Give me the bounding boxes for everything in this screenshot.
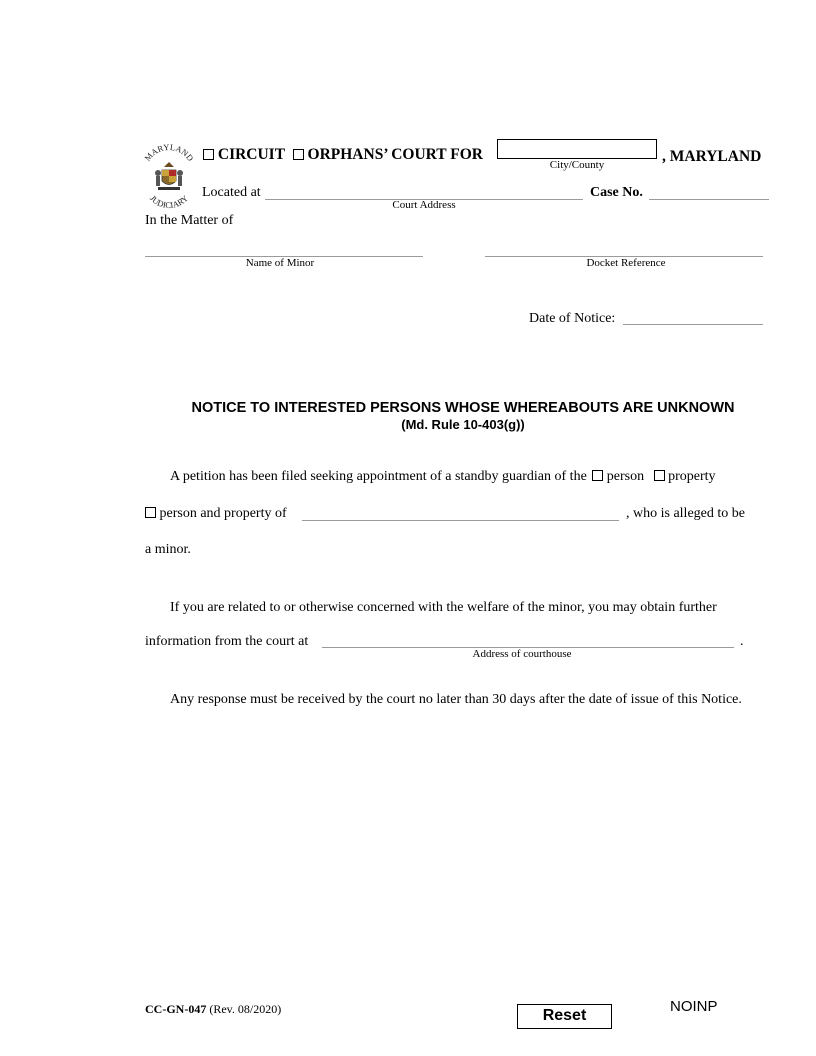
orphans-court-checkbox[interactable] [293,149,304,160]
paragraph-1-line-1 [170,469,716,485]
minor-name-body-input[interactable] [302,520,619,521]
p2-line-2-lead: information from the court at [145,634,309,649]
person-checkbox[interactable] [592,470,603,481]
circuit-checkbox[interactable] [203,149,214,160]
maryland-judiciary-seal [140,143,198,209]
form-code: CC-GN-047 [145,1002,207,1016]
footer-form-id [145,1002,281,1017]
paragraph-3: Any response must be received by the court no later than 30 days after the date of issue of this Notice. [170,692,742,707]
date-of-notice-label: Date of Notice: [529,311,616,326]
case-no-label: Case No. [590,185,643,200]
notice-title: NOTICE TO INTERESTED PERSONS WHOSE WHEREABOUTS ARE UNKNOWN [191,400,735,416]
orphans-court-label: ORPHANS’ COURT FOR [307,146,483,163]
county-caption: City/County [549,159,605,171]
p2-period: . [740,634,744,649]
p1-tail-text: , who is alleged to be [626,506,745,521]
p1-lead-text: A petition has been filed seeking appointment of a standby guardian of the [170,469,587,484]
in-matter-label: In the Matter of [145,213,234,228]
person-option-label: person [606,469,645,484]
address-of-courthouse-caption: Address of courthouse [472,648,572,660]
state-label: , MARYLAND [662,148,762,165]
form-revision: (Rev. 08/2020) [209,1002,282,1016]
svg-text:JUDICIARY: JUDICIARY [147,193,191,209]
person-and-property-checkbox[interactable] [145,507,156,518]
date-of-notice-input[interactable] [623,324,763,325]
person-and-property-label: person and property of [159,506,287,521]
county-input[interactable] [497,139,657,159]
rule-reference: (Md. Rule 10-403(g)) [401,417,525,432]
seal-icon [140,143,198,209]
docket-reference-caption: Docket Reference [586,257,666,269]
case-no-input[interactable] [649,199,769,200]
name-of-minor-caption: Name of Minor [245,257,315,269]
court-address-caption: Court Address [392,199,456,211]
property-checkbox[interactable] [654,470,665,481]
form-abbreviation: NOINP [670,998,718,1015]
p1-end-text: a minor. [145,542,191,557]
paragraph-2-line-1: If you are related to or otherwise concerned with the welfare of the minor, you may obtain further [170,600,717,615]
paragraph-1-line-2 [145,506,287,522]
circuit-label: CIRCUIT [217,146,285,163]
reset-button[interactable]: Reset [517,1004,612,1029]
court-type-line [203,146,483,164]
located-at-label: Located at [202,185,261,200]
svg-text:MARYLAND: MARYLAND [142,143,196,163]
property-option-label: property [668,469,716,484]
